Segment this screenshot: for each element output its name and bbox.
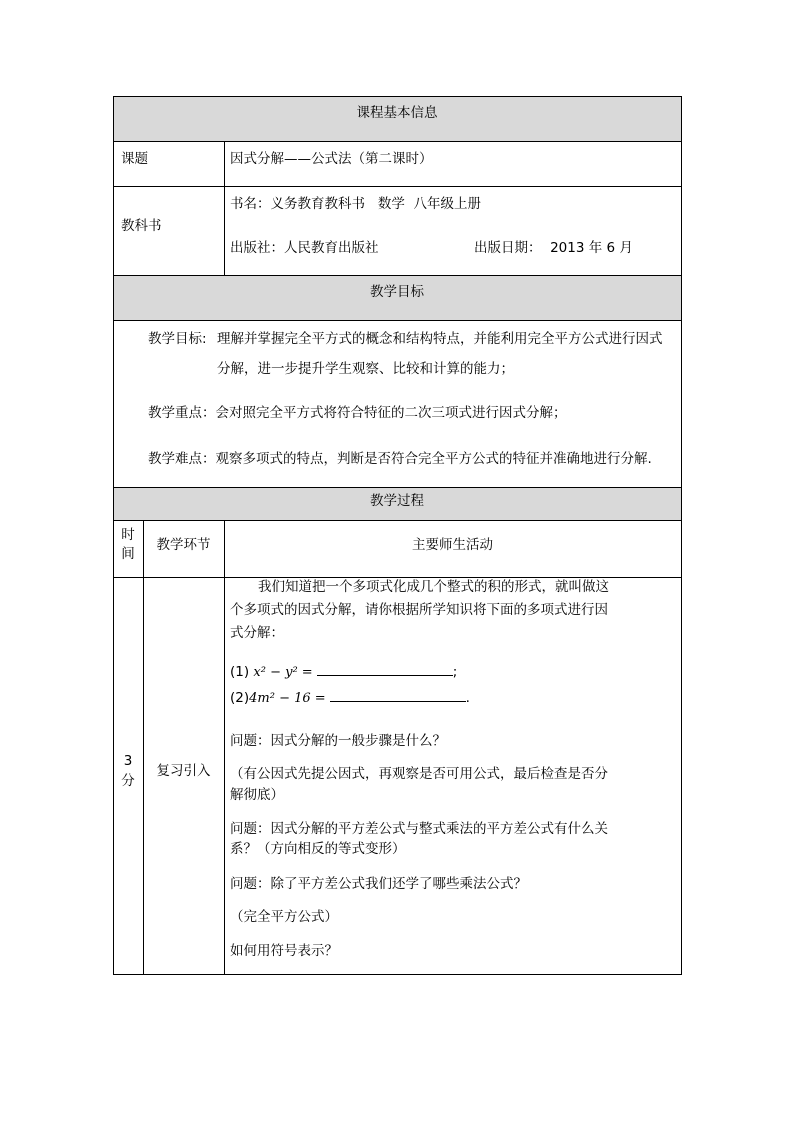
section-title-process: 教学过程 (370, 493, 424, 509)
table-border (113, 487, 682, 488)
topic-label: 课题 (121, 151, 148, 167)
textbook-label: 教科书 (121, 218, 162, 234)
section-title-objectives: 教学目标 (370, 284, 424, 300)
publish-date: 出版日期： 2013 年 6 月 (474, 240, 633, 256)
exercise-1-answer-blank[interactable] (317, 663, 453, 676)
exercise-1 (230, 663, 457, 682)
exercise-2 (230, 689, 470, 708)
row-stage: 复习引入 (156, 763, 211, 779)
table-border (113, 186, 682, 187)
section-title-basic-info: 课程基本信息 (356, 105, 438, 121)
question-3: 问题：除了平方差公式我们还学了哪些乘法公式？ (230, 876, 527, 892)
topic-value: 因式分解——公式法（第二课时） (230, 151, 433, 167)
answer-3: （完全平方公式） (230, 909, 338, 925)
intro-line-2: 个多项式的因式分解，请你根据所学知识将下面的多项式进行因 (230, 602, 608, 618)
answer-1-line-1: （有公因式先提公因式，再观察是否可用公式，最后检查是否分 (230, 766, 608, 782)
intro-line-3: 式分解： (230, 625, 284, 641)
header-time-2: 间 (121, 546, 135, 562)
table-border (224, 141, 225, 275)
exercise-2-number: (2) (230, 690, 250, 706)
table-border (113, 520, 682, 521)
question-2-line-1: 问题：因式分解的平方差公式与整式乘法的平方差公式有什么关 (230, 821, 608, 837)
table-border (113, 96, 682, 97)
header-activity: 主要师生活动 (412, 537, 493, 553)
header-time-1: 时 (121, 527, 135, 543)
answer-1-line-2: 解彻底） (230, 787, 284, 803)
table-border (143, 520, 144, 974)
goal-line-2: 分解，进一步提升学生观察、比较和计算的能力； (217, 361, 514, 377)
exercise-2-expression: 4m² − 16 = (249, 691, 326, 706)
intro-line-1: 我们知道把一个多项式化成几个整式的积的形式，就叫做这 (258, 579, 609, 595)
table-border (113, 974, 682, 975)
table-border (224, 520, 225, 974)
question-2-line-2: 系？（方向相反的等式变形） (230, 841, 406, 857)
exercise-1-number: (1) (230, 664, 250, 680)
row-time-2: 分 (121, 773, 135, 789)
exercise-2-end: . (465, 690, 470, 706)
table-border (113, 141, 682, 142)
question-4: 如何用符号表示？ (230, 943, 338, 959)
question-1: 问题：因式分解的一般步骤是什么？ (230, 733, 446, 749)
goal-label: 教学目标: (148, 331, 207, 347)
exercise-2-answer-blank[interactable] (330, 689, 466, 702)
key-point: 教学重点：会对照完全平方式将符合特征的二次三项式进行因式分解； (148, 405, 567, 421)
table-border (113, 275, 682, 276)
header-stage: 教学环节 (156, 537, 211, 553)
exercise-1-expression: x² − y² = (253, 665, 313, 680)
row-time-1: 3 (123, 753, 133, 769)
publisher: 出版社：人民教育出版社 (230, 240, 379, 256)
exercise-1-end: ; (452, 664, 458, 680)
book-name: 书名：义务教育教科书 数学 八年级上册 (230, 196, 481, 212)
goal-line-1: 理解并掌握完全平方式的概念和结构特点，并能利用完全平方公式进行因式 (217, 331, 663, 347)
difficulty: 教学难点：观察多项式的特点，判断是否符合完全平方公式的特征并准确地进行分解. (148, 451, 652, 467)
table-border (113, 320, 682, 321)
table-border (681, 96, 682, 975)
